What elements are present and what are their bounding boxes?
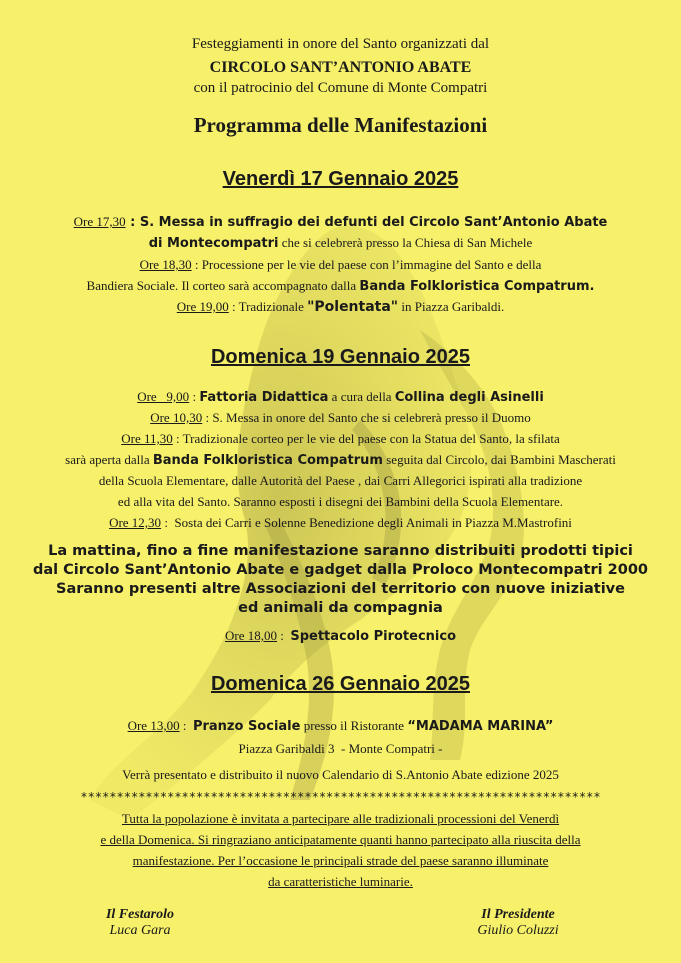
signature-presidente [418, 907, 618, 939]
sunday19-event-3 [0, 431, 681, 447]
distribution-note-2: dal Circolo Sant’Antonio Abate e gadget dalla Proloco Montecompatri 2000 [32, 562, 648, 578]
sunday19-event-3-line-4: ed alla vita del Santo. Saranno esposti i disegni dei Bambini della Scuola Elementare. [117, 494, 564, 509]
sunday19-title: Domenica 19 Gennaio 2025 [210, 346, 470, 368]
event-text: : Tradizionale corteo per le vie del paese con la Statua del Santo, la sfilata [172, 431, 560, 446]
closing-line-3: manifestazione. Per l’occasione le principali strade del paese saranno illuminate [132, 853, 549, 868]
event-time: Ore 18,00 [224, 628, 277, 643]
event-text: : [276, 628, 291, 643]
sunday26-event-1 [0, 718, 681, 734]
header-line-1: Festeggiamenti in onore del Santo organizzati dal [191, 36, 490, 52]
sunday19-event-3-line-3: della Scuola Elementare, dalle Autorità del Paese , dai Carri Allegorici ispirati alla tradizione [98, 473, 583, 488]
event-text-bold: “MADAMA MARINA” [407, 719, 554, 734]
event-text: : S. Messa in onore del Santo che si celebrerà presso il Duomo [202, 410, 531, 425]
closing-line-4: da caratteristiche luminarie. [268, 874, 413, 889]
closing-line-2: e della Domenica. Si ringraziano anticipatamente quanti hanno partecipato alla riuscita della [100, 832, 581, 847]
event-text-bold: Banda Folkloristica Compatrum [152, 453, 383, 468]
signature-name: Luca Gara [109, 923, 171, 938]
friday-event-1 [0, 214, 681, 230]
event-text: a cura della [328, 389, 395, 404]
friday-event-3 [0, 299, 681, 315]
sunday19-event-5 [0, 628, 681, 644]
event-text: seguita dal Circolo, dai Bambini Mascherati [382, 452, 616, 467]
event-text-bold: di Montecompatri [148, 236, 279, 251]
patronage-line: con il patrocinio del Comune di Monte Compatri [193, 80, 488, 96]
restaurant-address: Piazza Garibaldi 3 - Monte Compatri - [238, 741, 443, 756]
event-text: sarà aperta dalla [65, 452, 153, 467]
event-text: : Sosta dei Carri e Solenne Benedizione degli Animali in Piazza M.Mastrofini [161, 515, 572, 530]
program-title: Programma delle Manifestazioni [193, 113, 488, 137]
friday-event-2-line-2 [0, 278, 681, 294]
signature-role: Il Festarolo [105, 907, 175, 922]
event-text-bold: Spettacolo Pirotecnico [290, 629, 457, 644]
event-time: Ore 19,00 [176, 299, 229, 314]
event-text: che si celebrerà presso la Chiesa di San Michele [278, 235, 533, 250]
event-text-bold: Banda Folkloristica Compatrum. [359, 279, 595, 294]
event-text: Bandiera Sociale. Il corteo sarà accompagnato dalla [86, 278, 360, 293]
distribution-note-1: La mattina, fino a fine manifestazione saranno distribuiti prodotti tipici [48, 543, 633, 559]
event-time: Ore 11,30 [121, 431, 173, 446]
calendar-announcement: Verrà presentato e distribuito il nuovo Calendario di S.Antonio Abate edizione 2025 [122, 767, 559, 782]
event-time: Ore 18,30 [139, 257, 192, 272]
event-text: presso il Ristorante [300, 718, 408, 733]
event-text: : S. Messa in suffragio dei defunti del Circolo Sant’Antonio Abate [125, 215, 608, 230]
signature-role: Il Presidente [481, 907, 555, 922]
event-time: Ore 13,00 [127, 718, 180, 733]
event-time: Ore 10,30 [150, 410, 203, 425]
event-text: : Tradizionale [228, 299, 308, 314]
distribution-note-3: Saranno presenti altre Associazioni del territorio con nuove iniziative [56, 581, 625, 597]
sunday19-event-1 [0, 389, 681, 405]
signature-festarolo [40, 907, 240, 939]
friday-event-2 [0, 257, 681, 273]
event-text-bold: Collina degli Asinelli [394, 390, 544, 405]
event-text: : [189, 389, 200, 404]
sunday19-event-3-line-2 [0, 452, 681, 468]
event-time: Ore 17,30 [73, 214, 126, 229]
friday-title: Venerdì 17 Gennaio 2025 [222, 168, 459, 190]
event-text: : [179, 718, 193, 733]
event-text-bold: "Polentata" [307, 299, 399, 315]
event-time: Ore 12,30 [109, 515, 162, 530]
event-text-bold: Pranzo Sociale [192, 719, 301, 734]
organizer-title: CIRCOLO SANT’ANTONIO ABATE [209, 59, 472, 76]
sunday26-title: Domenica 26 Gennaio 2025 [210, 673, 470, 695]
event-text: in Piazza Garibaldi. [398, 299, 505, 314]
sunday19-event-4 [0, 515, 681, 531]
sunday19-event-2 [0, 410, 681, 426]
event-text: : Processione per le vie del paese con l’immagine del Santo e della [191, 257, 542, 272]
closing-line-1: Tutta la popolazione è invitata a partecipare alle tradizionali processioni del Venerdì [121, 811, 560, 826]
event-time: Ore 9,00 [137, 389, 190, 404]
signature-name: Giulio Coluzzi [477, 923, 559, 938]
event-text-bold: Fattoria Didattica [199, 390, 329, 405]
stars-divider: ************************************************************************ [80, 790, 601, 804]
friday-event-1-line-2 [0, 235, 681, 251]
distribution-note-4: ed animali da compagnia [238, 600, 443, 616]
